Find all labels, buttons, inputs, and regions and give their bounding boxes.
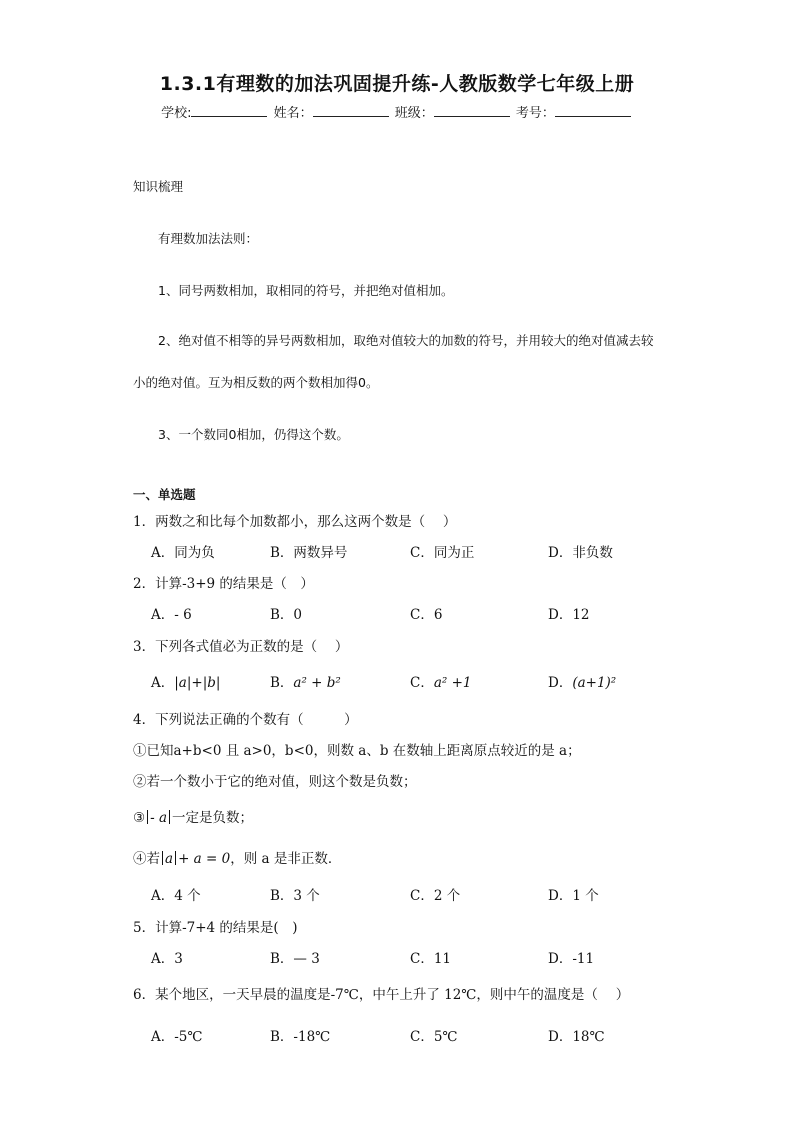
student-info-line [0, 102, 794, 121]
school-blank [191, 104, 267, 117]
q1-option-c: C．同为正 [410, 545, 475, 561]
question-6-stem: 6．某个地区，一天早晨的温度是-7℃，中午上升了 12℃，则中午的温度是（ ） [133, 987, 630, 1003]
q4-option-b: B．3 个 [270, 888, 320, 904]
exam-number-blank [555, 104, 631, 117]
q2-option-d: D．12 [548, 607, 590, 623]
q4-statement-2: ②若一个数小于它的绝对值，则这个数是负数； [133, 774, 417, 790]
rule-2-line-1: 2、绝对值不相等的异号两数相加，取绝对值较大的加数的符号，并用较大的绝对值减去较 [158, 333, 654, 348]
rule-1: 1、同号两数相加，取相同的符号，并把绝对值相加。 [158, 283, 454, 298]
question-4-stem: 4．下列说法正确的个数有（ ） [133, 712, 358, 728]
q5-option-c: C．11 [410, 951, 452, 967]
q4-statement-4 [133, 847, 341, 867]
q1-option-b: B．两数异号 [270, 545, 348, 561]
q4-statement-1: ①已知a+b<0 且 a>0，b<0，则数 a、b 在数轴上距离原点较近的是 a； [133, 743, 581, 759]
q4-option-a: A．4 个 [151, 888, 201, 904]
rule-title: 有理数加法法则： [158, 231, 259, 246]
q3-option-b-math: a² + b² [293, 675, 341, 691]
q4-statement-4-prefix: ④若 [133, 851, 160, 867]
question-2-stem: 2．计算-3+9 的结果是（ ） [133, 576, 314, 592]
knowledge-heading: 知识梳理 [133, 179, 184, 194]
q5-option-a: A．3 [151, 951, 183, 967]
q3-option-a-label: A． [151, 675, 175, 691]
q3-option-c-math: a² +1 [433, 675, 472, 691]
school-label: 学校: [161, 106, 192, 121]
abs-bar-right [169, 810, 170, 824]
q4-statement-3-num: ③ [133, 810, 146, 826]
q2-option-b: B．0 [270, 607, 303, 623]
exam-number-label: 考号： [515, 106, 555, 121]
q4-statement-4-eq: + a = 0 [178, 851, 231, 867]
q5-option-d: D．-11 [548, 951, 595, 967]
question-1-stem: 1．两数之和比每个加数都小，那么这两个数是（ ） [133, 514, 457, 530]
page-title: 1.3.1有理数的加法巩固提升练-人教版数学七年级上册 [159, 73, 635, 95]
name-blank [313, 104, 389, 117]
q1-option-a: A．同为负 [151, 545, 215, 561]
q1-option-d: D．非负数 [548, 545, 613, 561]
question-5-stem: 5．计算-7+4 的结果是( ) [133, 920, 298, 936]
q3-option-a [151, 671, 220, 691]
rule-3: 3、一个数同0相加，仍得这个数。 [158, 427, 349, 442]
q2-option-c: C．6 [410, 607, 443, 623]
abs-bar-left [147, 810, 148, 824]
abs-bar-left [162, 851, 163, 865]
class-blank [434, 104, 510, 117]
q3-option-b [270, 671, 341, 691]
q2-option-a: A．- 6 [151, 607, 192, 623]
name-label: 姓名： [273, 106, 313, 121]
class-label: 班级： [394, 106, 434, 121]
q3-option-c-label: C． [410, 675, 434, 691]
q4-statement-3-math: - a [150, 810, 168, 826]
q6-option-d: D．18℃ [548, 1029, 605, 1045]
q4-statement-3-text: 一定是负数； [172, 810, 254, 826]
rule-2-line-2: 小的绝对值。互为相反数的两个数相加得0。 [133, 375, 379, 390]
q4-statement-4-suffix: ，则 a 是非正数． [230, 851, 342, 867]
q6-option-c: C．5℃ [410, 1029, 458, 1045]
abs-bar-right [175, 851, 176, 865]
q4-option-d: D．1 个 [548, 888, 599, 904]
section-heading: 一、单选题 [133, 487, 196, 502]
q3-option-d-math: (a+1)² [572, 675, 617, 691]
q4-statement-3 [133, 806, 253, 826]
q3-option-c [410, 671, 472, 691]
q6-option-a: A．-5℃ [151, 1029, 203, 1045]
q6-option-b: B．-18℃ [270, 1029, 331, 1045]
q5-option-b: B．— 3 [270, 951, 320, 967]
q4-statement-4-math: a [165, 851, 174, 867]
q4-option-c: C．2 个 [410, 888, 461, 904]
q3-option-a-math: |a|+|b| [174, 675, 221, 691]
q3-option-d [548, 671, 616, 691]
q3-option-d-label: D． [548, 675, 573, 691]
question-3-stem: 3．下列各式值必为正数的是（ ） [133, 639, 349, 655]
q3-option-b-label: B． [270, 675, 294, 691]
